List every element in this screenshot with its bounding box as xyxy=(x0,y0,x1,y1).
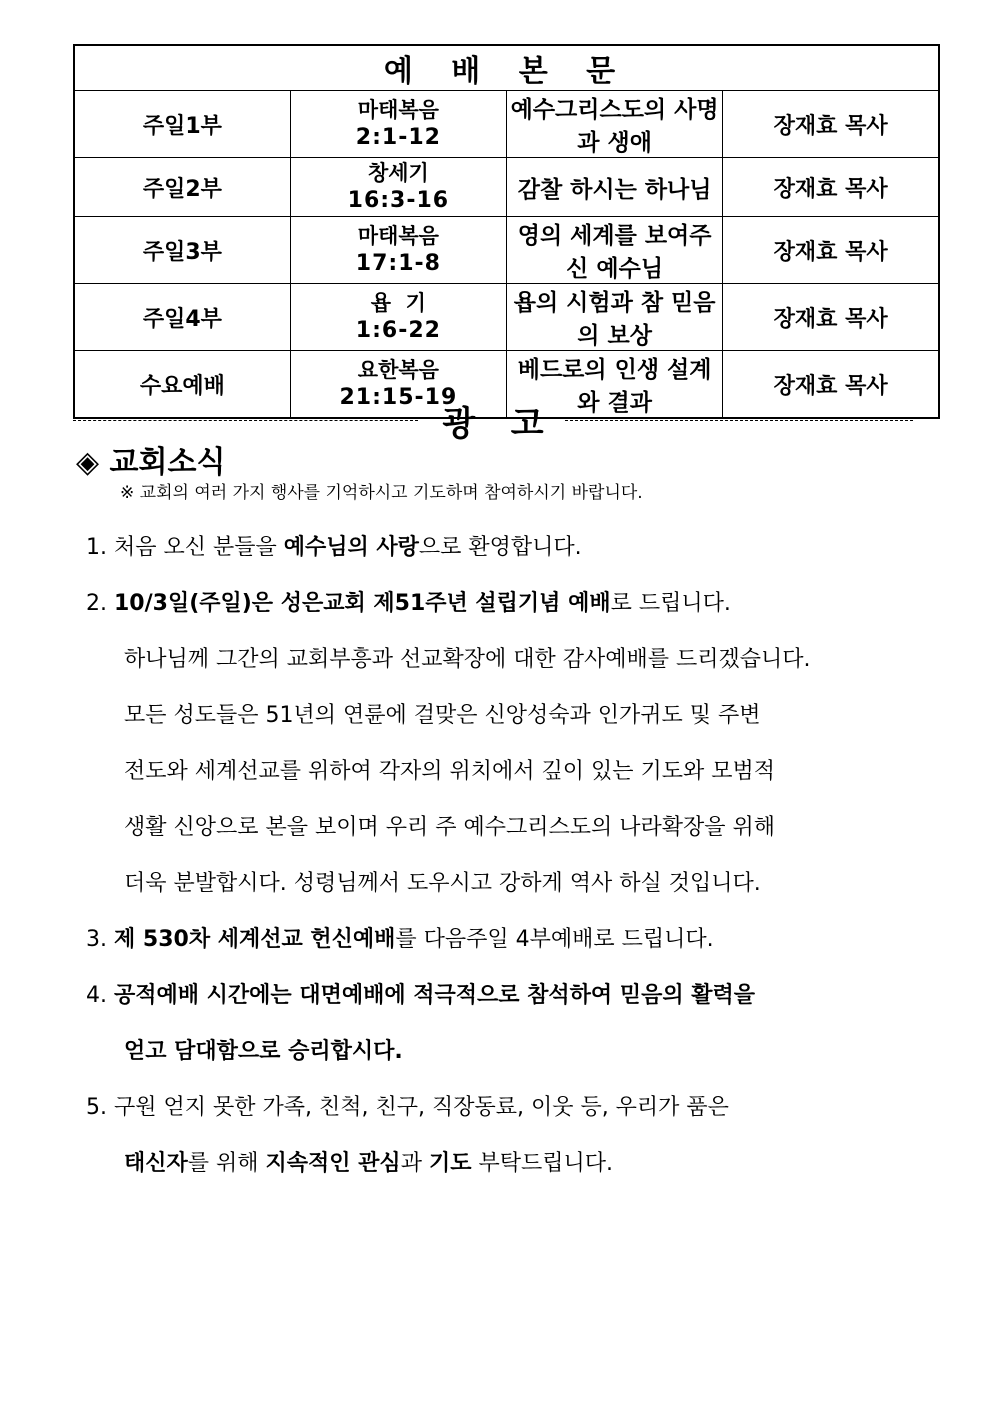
preacher-name: 장재효 목사 xyxy=(723,284,939,351)
scripture-ref: 16:3-16 xyxy=(347,188,450,213)
scripture-book: 마태복음 xyxy=(357,224,439,248)
item-text: 로 드립니다. xyxy=(610,591,731,616)
scripture-cell xyxy=(290,91,506,158)
scripture-book: 요한복음 xyxy=(357,358,439,382)
item-emphasis: 기도 xyxy=(428,1151,472,1176)
sermon-title: 감찰 하시는 하나님 xyxy=(507,158,723,217)
table-row xyxy=(74,91,939,158)
scripture-ref: 2:1-12 xyxy=(355,125,441,150)
scripture-cell xyxy=(290,284,506,351)
list-item xyxy=(124,698,761,734)
table-row xyxy=(74,158,939,217)
item-emphasis: 얻고 담대함으로 승리합시다. xyxy=(124,1039,403,1064)
service-name: 주일3부 xyxy=(74,217,290,284)
item-text: 으로 환영합니다. xyxy=(418,535,582,560)
list-item xyxy=(124,810,775,846)
item-text: 과 xyxy=(400,1151,429,1176)
scripture-cell xyxy=(290,158,506,217)
preacher-name: 장재효 목사 xyxy=(723,91,939,158)
list-item xyxy=(124,1146,613,1182)
table-row xyxy=(74,217,939,284)
scripture-ref: 17:1-8 xyxy=(355,251,441,276)
item-emphasis: 예수님의 사랑 xyxy=(283,535,419,560)
table-row xyxy=(74,284,939,351)
announcements-header xyxy=(73,396,913,444)
scripture-ref: 1:6-22 xyxy=(355,318,441,343)
worship-scripture-table xyxy=(73,44,940,419)
sermon-title: 욥의 시험과 참 믿음의 보상 xyxy=(507,284,723,351)
service-name: 주일2부 xyxy=(74,158,290,217)
list-item xyxy=(86,922,714,958)
scripture-ref: 21:15-19 xyxy=(339,385,458,410)
item-text: 5. 구원 얻지 못한 가족, 친척, 친구, 직장동료, 이웃 등, 우리가 품은 xyxy=(86,1095,729,1120)
item-text: 3. xyxy=(86,927,114,952)
worship-table-title: 예 배 본 문 xyxy=(74,45,939,91)
list-item xyxy=(86,978,755,1014)
announcements-title: 광 고 xyxy=(442,404,544,444)
item-text: 더욱 분발합시다. 성령님께서 도우시고 강하게 역사 하실 것입니다. xyxy=(124,871,761,896)
church-news-heading xyxy=(76,437,225,481)
section-title: ◈ 교회소식 xyxy=(76,445,226,480)
item-emphasis: 10/3일(주일)은 성은교회 제51주년 설립기념 예배 xyxy=(113,591,611,616)
list-item xyxy=(86,586,731,622)
sermon-title: 영의 세계를 보여주신 예수님 xyxy=(507,217,723,284)
sermon-title: 베드로의 인생 설계와 결과 xyxy=(507,351,723,419)
item-text: 4. xyxy=(86,983,114,1008)
divider xyxy=(73,420,418,421)
item-emphasis: 제 530차 세계선교 헌신예배 xyxy=(113,927,396,952)
list-item xyxy=(124,754,775,790)
service-name: 주일4부 xyxy=(74,284,290,351)
item-text: 생활 신앙으로 본을 보이며 우리 주 예수그리스도의 나라확장을 위해 xyxy=(124,815,776,840)
scripture-cell xyxy=(290,217,506,284)
service-name: 수요예배 xyxy=(74,351,290,419)
item-text: 부탁드립니다. xyxy=(471,1151,613,1176)
list-item xyxy=(86,1090,729,1126)
preacher-name: 장재효 목사 xyxy=(723,351,939,419)
item-text: 를 위해 xyxy=(187,1151,266,1176)
scripture-book: 창세기 xyxy=(367,161,429,185)
section-note: ※ 교회의 여러 가지 행사를 기억하시고 기도하며 참여하시기 바랍니다. xyxy=(120,483,643,503)
scripture-book: 욥 기 xyxy=(370,291,426,315)
item-text: 모든 성도들은 51년의 연륜에 걸맞은 신앙성숙과 인가귀도 및 주변 xyxy=(124,703,761,728)
preacher-name: 장재효 목사 xyxy=(723,158,939,217)
item-text: 하나님께 그간의 교회부흥과 선교확장에 대한 감사예배를 드리겠습니다. xyxy=(124,647,811,672)
sermon-title: 예수그리스도의 사명과 생애 xyxy=(507,91,723,158)
item-emphasis: 공적예배 시간에는 대면예배에 적극적으로 참석하여 믿음의 활력을 xyxy=(113,983,755,1008)
divider xyxy=(565,420,913,421)
item-text: 전도와 세계선교를 위하여 각자의 위치에서 깊이 있는 기도와 모범적 xyxy=(124,759,776,784)
item-text: 2. xyxy=(86,591,114,616)
list-item xyxy=(86,530,582,566)
service-name: 주일1부 xyxy=(74,91,290,158)
item-emphasis: 태신자 xyxy=(124,1151,188,1176)
scripture-book: 마태복음 xyxy=(357,98,439,122)
list-item xyxy=(124,866,761,902)
item-text: 1. 처음 오신 분들을 xyxy=(86,535,284,560)
preacher-name: 장재효 목사 xyxy=(723,217,939,284)
item-text: 를 다음주일 4부예배로 드립니다. xyxy=(395,927,714,952)
list-item xyxy=(124,1034,403,1070)
list-item xyxy=(124,642,811,678)
item-emphasis: 지속적인 관심 xyxy=(265,1151,401,1176)
